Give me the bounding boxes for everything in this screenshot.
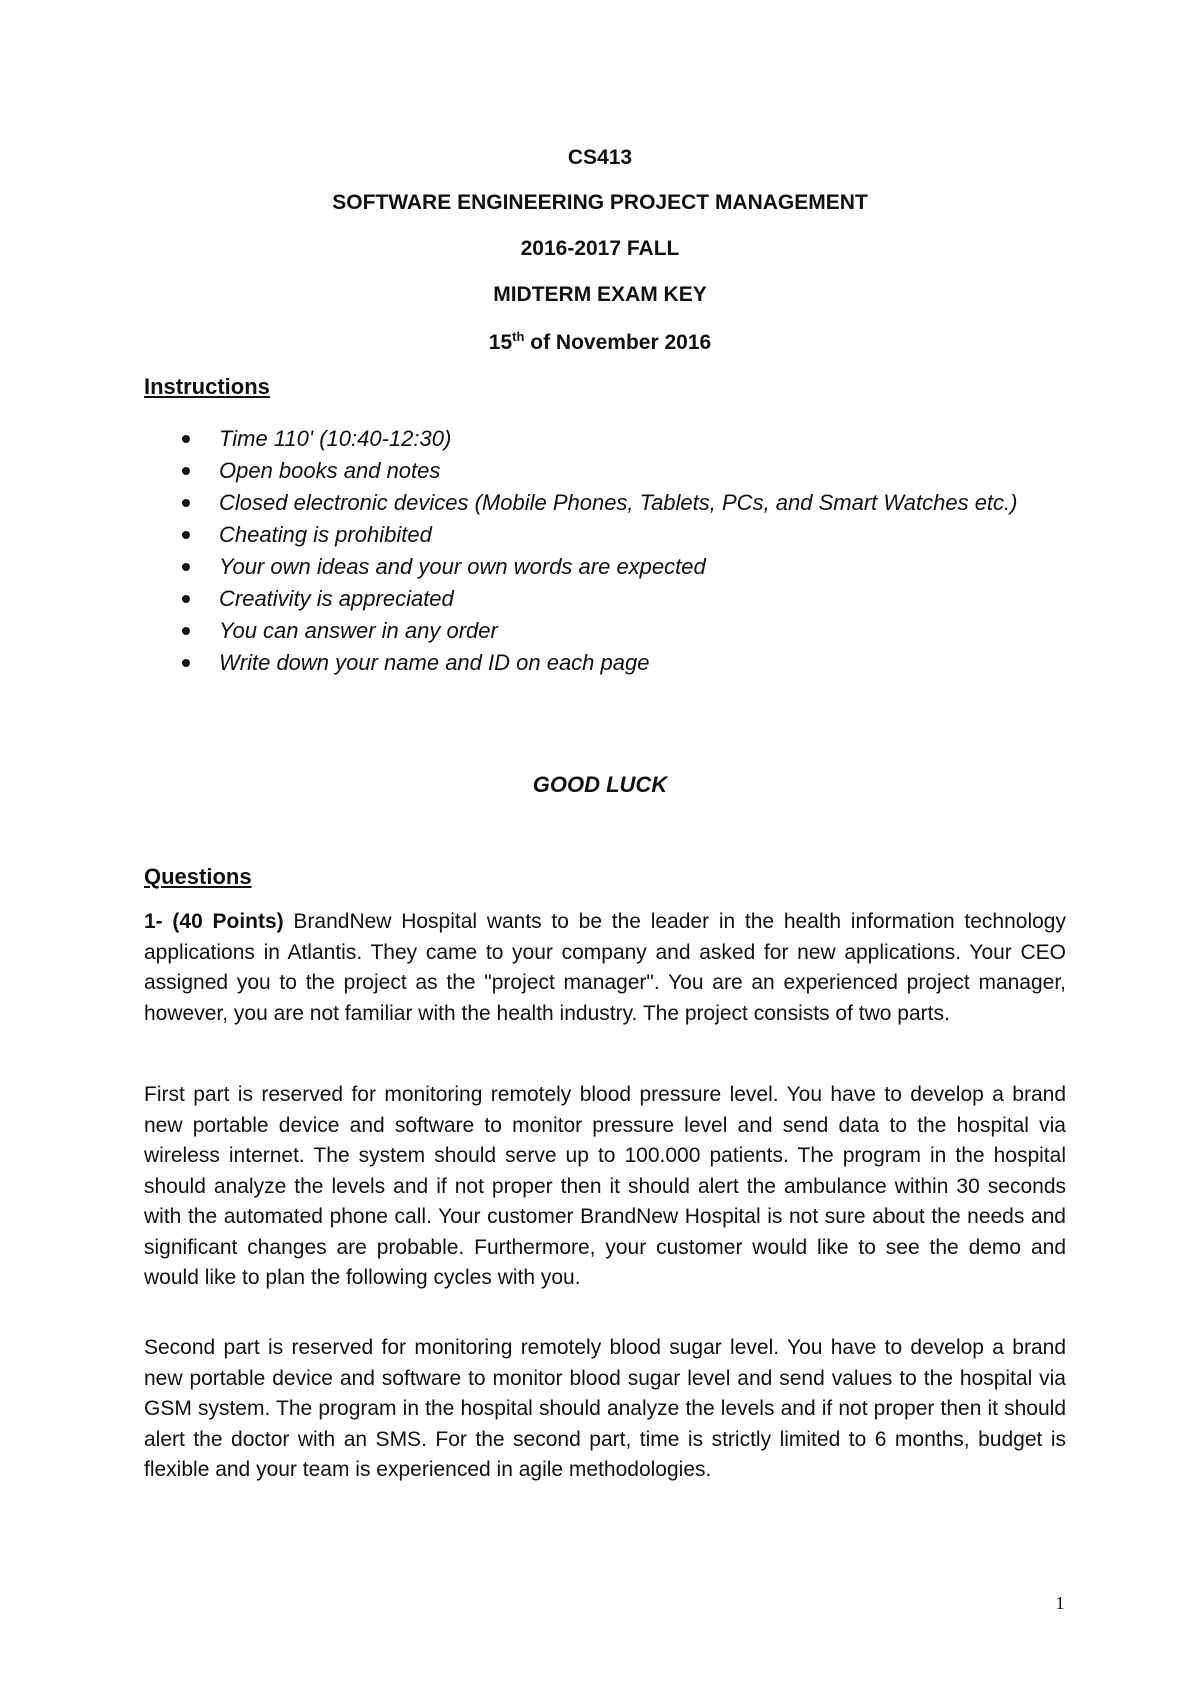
course-code: CS413 — [567, 146, 633, 169]
instruction-text: Cheating is prohibited — [219, 522, 432, 547]
course-title: SOFTWARE ENGINEERING PROJECT MANAGEMENT — [332, 191, 868, 214]
bullet-icon — [182, 659, 190, 667]
instruction-text: Closed electronic devices (Mobile Phones, Tablets, PCs, and Smart Watches etc.) — [219, 490, 1018, 515]
bullet-icon — [182, 435, 190, 443]
bullet-icon — [182, 627, 190, 635]
instructions-list — [144, 423, 1074, 679]
date-suffix: th — [512, 329, 525, 344]
instruction-item — [144, 615, 1074, 647]
instruction-item — [144, 487, 1074, 519]
instruction-item — [144, 551, 1074, 583]
bullet-icon — [182, 531, 190, 539]
exam-date — [0, 330, 1200, 356]
question-1-part-1: First part is reserved for monitoring remotely blood pressure level. You have to develop a brand new portable device and software to monitor pressure level and send data to the hospital via wireless internet. The system should serve up to 100.000 patients. The program in the hospital should analyze the levels and if not proper then it should alert the ambulance within 30 seconds with the automated phone call. Your customer BrandNew Hospital is not sure about the needs and significant changes are probable. Furthermore, your customer would like to see the demo and would like to plan the following cycles with you. — [144, 1083, 1066, 1289]
instruction-text: Time 110' (10:40-12:30) — [219, 426, 452, 451]
instruction-item — [144, 583, 1074, 615]
instruction-text: Open books and notes — [219, 458, 441, 483]
instruction-text: Write down your name and ID on each page — [219, 650, 650, 675]
question-1-intro — [144, 907, 1066, 1029]
question-1-points: (40 Points) — [172, 910, 284, 933]
bullet-icon — [182, 563, 190, 571]
instruction-item — [144, 647, 1074, 679]
question-1-number: 1- — [144, 910, 173, 933]
instruction-item — [144, 455, 1074, 487]
instructions-heading: Instructions — [144, 374, 270, 399]
instruction-text: Your own ideas and your own words are expected — [219, 554, 706, 579]
questions-heading: Questions — [144, 864, 252, 889]
bullet-icon — [182, 499, 190, 507]
question-1-intro-text: BrandNew Hospital wants to be the leader in the health information technology applications in Atlantis. They came to your company and asked for new applications. Your CEO assigned you to the project as the "project manager". You are an experienced project manager, however, you are not familiar with the health industry. The project consists of two parts. — [144, 910, 1066, 1025]
instruction-item — [144, 519, 1074, 551]
bullet-icon — [182, 467, 190, 475]
term: 2016-2017 FALL — [520, 237, 680, 260]
bullet-icon — [182, 595, 190, 603]
instruction-text: Creativity is appreciated — [219, 586, 454, 611]
date-day: 15 — [488, 331, 513, 354]
instruction-text: You can answer in any order — [219, 618, 498, 643]
date-rest: of November 2016 — [524, 331, 712, 354]
question-1-part-2: Second part is reserved for monitoring remotely blood sugar level. You have to develop a brand new portable device and software to monitor blood sugar level and send values to the hospital via GSM system. The program in the hospital should analyze the levels and if not proper then it should alert the doctor with an SMS. For the second part, time is strictly limited to 6 months, budget is flexible and your team is experienced in agile methodologies. — [144, 1336, 1066, 1481]
page-number: 1 — [1055, 1593, 1065, 1613]
instruction-item — [144, 423, 1074, 455]
good-luck: GOOD LUCK — [532, 772, 668, 797]
exam-title: MIDTERM EXAM KEY — [493, 283, 707, 306]
